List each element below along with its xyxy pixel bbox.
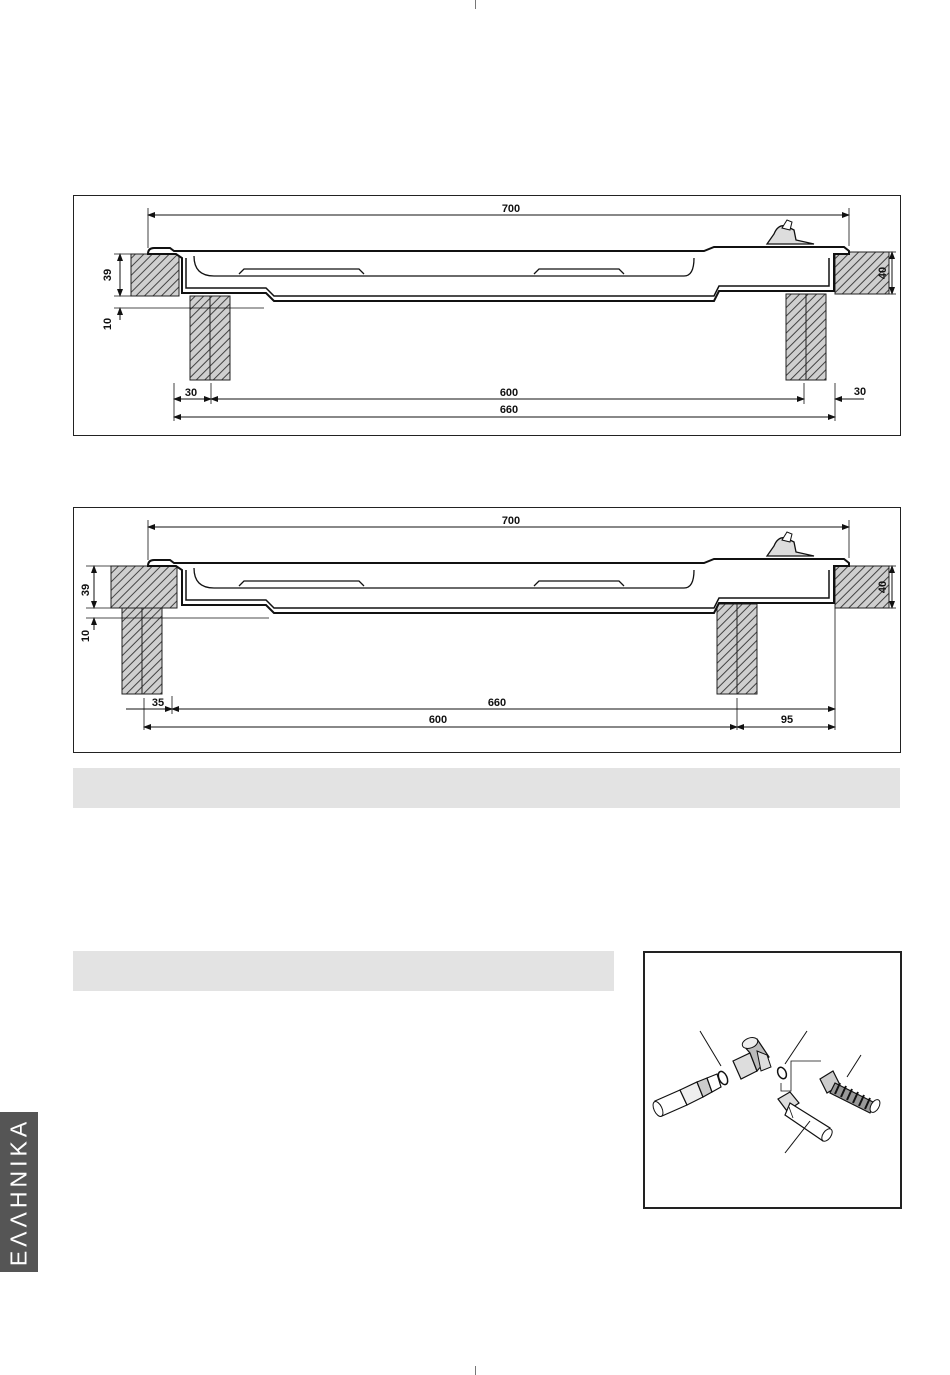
dim-10: 10	[80, 629, 92, 643]
washer-icon	[776, 1066, 788, 1080]
dim-600: 600	[499, 387, 519, 399]
pipe-fitting-icon	[651, 1074, 721, 1118]
dim-40: 40	[877, 580, 889, 594]
dim-30-right: 30	[853, 386, 867, 398]
dim-95: 95	[780, 714, 794, 726]
threaded-hose-icon	[820, 1071, 882, 1114]
section-heading-bar-1	[73, 768, 900, 808]
language-tab-label: ΕΛΛΗΝΙΚΑ	[5, 1117, 32, 1267]
dim-39: 39	[102, 268, 114, 282]
left-countertop	[131, 254, 179, 296]
dim-10: 10	[102, 317, 114, 331]
dim-35: 35	[151, 697, 165, 709]
dim-700: 700	[501, 203, 521, 215]
bottom-crop-mark	[475, 1366, 476, 1375]
language-tab	[0, 1112, 38, 1272]
dim-30-left: 30	[184, 387, 198, 399]
left-countertop	[111, 566, 177, 608]
installation-diagram-2	[73, 507, 901, 753]
installation-diagram-1	[73, 195, 901, 436]
diagram-1-svg	[74, 196, 900, 435]
dim-39: 39	[80, 583, 92, 597]
elbow-fitting-icon	[733, 1036, 771, 1079]
pipe-fitting-icon	[778, 1092, 834, 1143]
gas-connection-illustration	[643, 951, 902, 1209]
dim-600: 600	[428, 714, 448, 726]
dim-700: 700	[501, 515, 521, 527]
section-heading-bar-2	[73, 951, 614, 991]
dim-660: 660	[487, 697, 507, 709]
dim-660: 660	[499, 404, 519, 416]
diagram-2-svg	[74, 508, 900, 752]
hob-outline	[148, 247, 849, 301]
dim-40: 40	[877, 266, 889, 280]
top-crop-mark	[475, 0, 476, 9]
gas-fittings-svg	[645, 953, 900, 1207]
